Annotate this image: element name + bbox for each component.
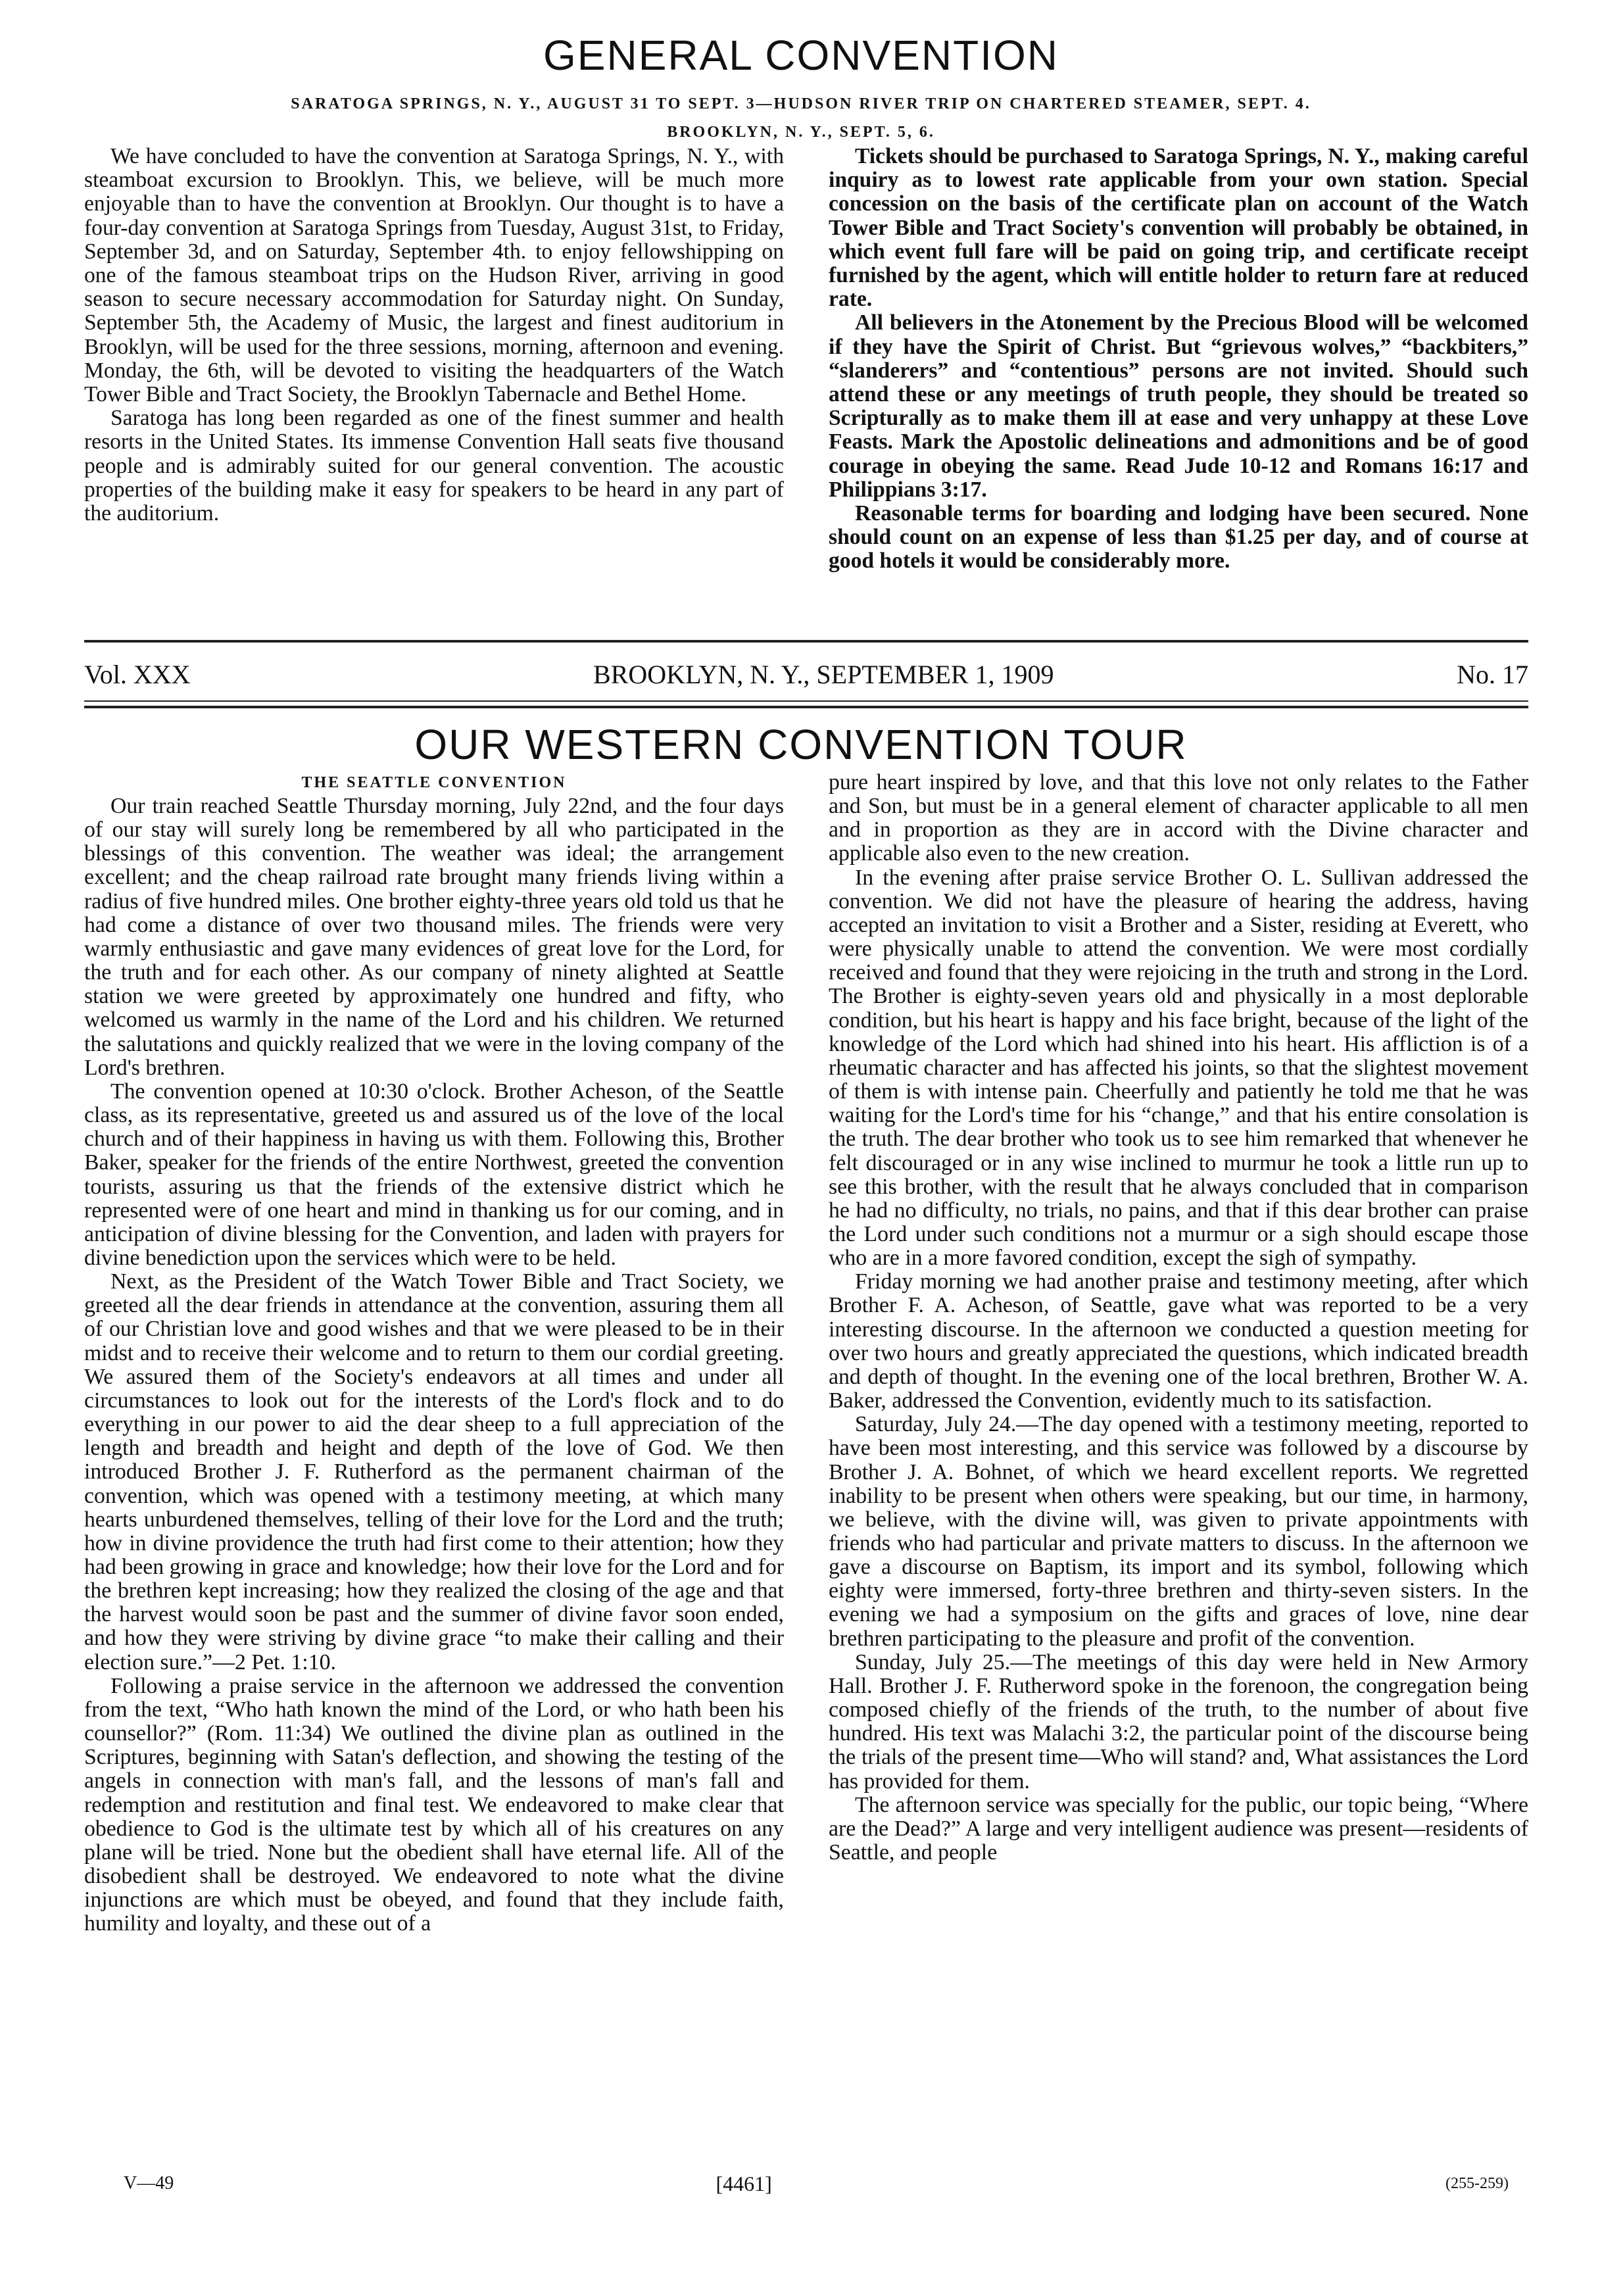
place-date: BROOKLYN, N. Y., SEPTEMBER 1, 1909 — [593, 659, 1054, 689]
article-title: OUR WESTERN CONVENTION TOUR — [414, 721, 1188, 768]
convention-paragraph: We have concluded to have the convention at Saratoga Springs, N. Y., with steamboat excursion to Brooklyn. This, we believe, will be much more enjoyable than to have the convention at Brooklyn. Our thought is to have a four-day convention at Saratoga Springs from Tuesday, August 31st, to Friday, September 3d, and on Saturday, September 4th. to enjoy fellowshipping on one of the famous steamboat trips on the Hudson River, arriving in good season to secure necessary accommodation for Saturday night. On Sunday, September 5th, the Academy of Music, the largest and finest auditorium in Brooklyn, will be used for the three sessions, morning, afternoon and evening. Monday, the 6th, will be devoted to visiting the headquarters of the Watch Tower Bible and Tract Society, the Brooklyn Tabernacle and Bethel Home. — [84, 145, 784, 407]
article-right-column — [829, 771, 1528, 2155]
footer-ref: (255-259) — [1445, 2174, 1509, 2192]
convention-paragraph: Reasonable terms for boarding and lodging have been secured. None should count on an expense of less than $1.25 per day, and of course at good hotels it would be considerably more. — [829, 501, 1528, 574]
divider-rule — [84, 640, 1528, 643]
volume-label: Vol. XXX — [84, 659, 191, 689]
convention-right-column — [829, 145, 1528, 635]
convention-paragraph: Saratoga has long been regarded as one of the finest summer and health resorts in the United States. Its immense Convention Hall seats five thousand people and is admirably suited for our general convention. The acoustic properties of the building make it easy for speakers to be heard in any part of the auditorium. — [84, 406, 784, 526]
article-paragraph: Following a praise service in the afternoon we addressed the convention from the text, “Who hath known the mind of the Lord, or who hath been his counsellor?” (Rom. 11:34) We outlined the divine plan as outlined in the Scriptures, beginning with Satan's deflection, and showing the testing of the angels in connection with man's fall, and the lessons of man's fall and redemption and restitution and final test. We endeavored to make clear that obedience to God is the ultimate test by which all of his creatures on any plane will be tried. None but the obedient shall have eternal life. All of the disobedient shall be destroyed. We endeavored to note what the divine injunctions are which must be obeyed, and found that they include faith, humility and loyalty, and these out of a — [84, 1673, 784, 1936]
convention-subtitle-line1: SARATOGA SPRINGS, N. Y., AUGUST 31 TO SEPT. 3—HUDSON RIVER TRIP ON CHARTERED STEAMER, SEPT. 4. — [291, 95, 1311, 112]
page-footer — [84, 2170, 1528, 2197]
page-number: [4461] — [716, 2171, 772, 2195]
article-paragraph: In the evening after praise service Brother O. L. Sullivan addressed the convention. We did not have the pleasure of hearing the address, having accepted an invitation to visit a Brother and a Sister, residing at Everett, who were physically unable to attend the convention. We were most cordially received and found that they were rejoicing in the truth and strong in the Lord. The Brother is eighty-seven years old and physically in a most deplorable condition, but his heart is happy and his face bright, because of the light of the knowledge of the Lord which had shined into his heart. His affliction is of a rheumatic character and has affected his joints, so that the slightest movement of them is with intense pain. Cheerfully and patiently he told me that he was waiting for the Lord's time for his “change,” and that his entire consolation is the truth. The dear brother who took us to see him remarked that whenever he felt discouraged or in any wise inclined to murmur he took a little run up to see this brother, with the result that he always concluded that in comparison he had no difficulty, no trials, no pains, and that if this dear brother can praise the Lord under such conditions not a murmur or a sigh should escape those who are in a more favored condition, except the sigh of sympathy. — [829, 865, 1528, 1271]
convention-subtitle-line2: BROOKLYN, N. Y., SEPT. 5, 6. — [667, 124, 935, 141]
divider-rule — [84, 706, 1528, 708]
article-left-column — [84, 771, 784, 2155]
article-body — [84, 771, 1528, 2155]
article-paragraph: Sunday, July 25.—The meetings of this day were held in New Armory Hall. Brother J. F. Rutherword spoke in the forenoon, the congregation being composed chiefly of the friends of the truth, to the number of about five hundred. His text was Malachi 3:2, the particular point of the discourse being the trials of the present time—Who will stand? and, What assistances the Lord has provided for them. — [829, 1649, 1528, 1794]
article-paragraph: pure heart inspired by love, and that this love not only relates to the Father and Son, but must be in a general element of character applicable to all men and in proportion as they are in accord with the Divine character and applicable also even to the new creation. — [829, 771, 1528, 866]
divider-rule — [84, 700, 1528, 702]
article-paragraph: Friday morning we had another praise and testimony meeting, after which Brother F. A. Acheson, of Seattle, gave what was reported to be a very interesting discourse. In the afternoon we conducted a question meeting for over two hours and greatly appreciated the questions, which indicated breadth and depth of thought. In the evening one of the local brethren, Brother W. A. Baker, addressed the Convention, evidently much to its satisfaction. — [829, 1269, 1528, 1413]
convention-notice — [84, 145, 1528, 635]
footer-signature: V—49 — [124, 2173, 174, 2193]
convention-paragraph: All believers in the Atonement by the Precious Blood will be welcomed if they have the Spirit of Christ. But “grievous wolves,” “backbiters,” “slanderers” and “contentious” persons are not invited. Should such attend these or any meetings of truth people, they should be treated so Scripturally as to make them ill at ease and very unhappy at these Love Feasts. Mark the Apostolic delineations and admonitions and be of good courage in obeying the same. Read Jude 10-12 and Romans 16:17 and Philippians 3:17. — [829, 310, 1528, 502]
article-paragraph: Next, as the President of the Watch Tower Bible and Tract Society, we greeted all the dear friends in attendance at the convention, assuring them all of our Christian love and good wishes and that we were pleased to be in their midst and to receive their welcome and to return to them our cordial greeting. We assured them of the Society's endeavors at all times and under all circumstances to look out for the interests of the Lord's flock and to do everything in our power to aid the dear sheep to a full appreciation of the length and breadth and height and depth of the love of God. We then introduced Brother J. F. Rutherford as the permanent chairman of the convention, which was opened with a testimony meeting, at which many hearts unburdened themselves, telling of their love for the Lord and the truth; how in divine providence the truth had first come to their attention; how they had been growing in grace and knowledge; how their love for the Lord and for the brethren kept increasing; how they realized the closing of the age and that the harvest would soon be past and the summer of divine favor soon ended, and how they were striving by divine grace “to make their calling and their election sure.”—2 Pet. 1:10. — [84, 1269, 784, 1674]
article-paragraph: Our train reached Seattle Thursday morning, July 22nd, and the four days of our stay will surely long be remembered by all who participated in the blessings of this convention. The weather was ideal; the arrangement excellent; and the cheap railroad rate brought many friends living within a radius of five hundred miles. One brother eighty-three years old told us that he had come a distance of over two thousand miles. The friends were very warmly enthusiastic and gave many evidences of great love for the Lord, for the truth and for each other. As our company of ninety alighted at Seattle station we were greeted by approximately one hundred and fifty, who welcomed us warmly in the name of the Lord and his children. We returned the salutations and quickly realized that we were in the loving company of the Lord's brethren. — [84, 794, 784, 1080]
article-paragraph: Saturday, July 24.—The day opened with a testimony meeting, reported to have been most interesting, and this service was followed by a discourse by Brother J. A. Bohnet, of which we heard excellent reports. We regretted inability to be present when others were speaking, but our time, in harmony, we believe, with the divine will, was given to private appointments with friends who had particular and private matters to discuss. In the afternoon we gave a discourse on Baptism, its import and its symbol, following which eighty were immersed, forty-three brethren and thirty-seven sisters. In the evening we had a symposium on the gifts and graces of love, nine dear brethren participating to the pleasure and profit of the convention. — [829, 1412, 1528, 1651]
section-heading: THE SEATTLE CONVENTION — [301, 774, 567, 791]
convention-paragraph: Tickets should be purchased to Saratoga Springs, N. Y., making careful inquiry as to lowest rate applicable from your own station. Special concession on the basis of the certificate plan on account of the Watch Tower Bible and Tract Society's convention will probably be obtained, in which event full fare will be paid on going trip, and certificate receipt furnished by the agent, which will entitle holder to return fare at reduced rate. — [829, 145, 1528, 312]
convention-left-column — [84, 145, 784, 635]
article-paragraph: The afternoon service was specially for the public, our topic being, “Where are the Dead?” A large and very intelligent audience was present—residents of Seattle, and people — [829, 1792, 1528, 1865]
convention-title: GENERAL CONVENTION — [543, 32, 1059, 79]
masthead — [84, 658, 1528, 691]
article-paragraph: The convention opened at 10:30 o'clock. Brother Acheson, of the Seattle class, as its representative, greeted us and assured us of the love of the local church and of their happiness in having us with them. Following this, Brother Baker, speaker for the friends of the entire Northwest, greeted the convention tourists, assuring us that the friends of the extensive district which he represented were of one heart and mind in thanking us for our coming, and in anticipation of divine blessing for the Convention, and laden with prayers for divine benediction upon the services which were to be held. — [84, 1079, 784, 1270]
issue-number: No. 17 — [1457, 659, 1528, 689]
